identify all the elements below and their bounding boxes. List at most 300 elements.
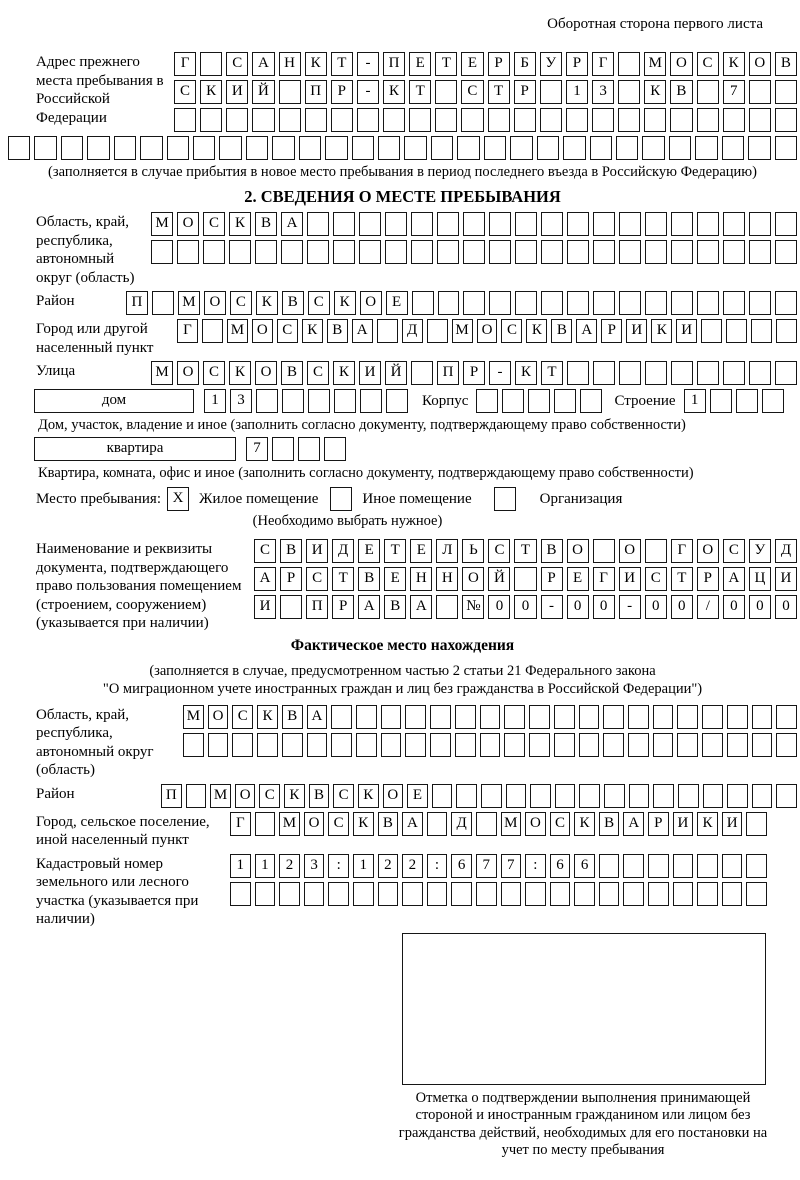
char-cell [603, 705, 624, 729]
char-cell: О [697, 539, 719, 563]
al-region-cell-rows [183, 705, 797, 757]
char-cell [530, 784, 551, 808]
char-cell: С [203, 212, 225, 236]
char-cell [402, 882, 423, 906]
al-city-cells [230, 812, 767, 836]
char-cell: И [673, 812, 694, 836]
char-cell: У [540, 52, 562, 76]
char-cell [455, 733, 476, 757]
city-label: Город или другой населенный пункт [36, 321, 154, 356]
char-cell [324, 437, 346, 461]
cadastral-label: Кадастровый номер земельного или лесного участка (указывается при наличии) [36, 855, 199, 927]
actual-location-title: Фактическое место нахождения [290, 636, 515, 654]
char-cell [653, 733, 674, 757]
char-cell: А [281, 212, 303, 236]
char-cell [463, 240, 485, 264]
char-cell: М [151, 361, 173, 385]
char-cell [619, 240, 641, 264]
char-cell [381, 705, 402, 729]
char-cell [411, 212, 433, 236]
char-cell [514, 567, 536, 591]
char-cell: У [749, 539, 771, 563]
char-cell [427, 812, 448, 836]
char-cell: Т [671, 567, 693, 591]
char-cell: В [384, 595, 406, 619]
char-cell [579, 705, 600, 729]
char-cell [593, 361, 615, 385]
char-cell: - [541, 595, 563, 619]
char-cell: 7 [723, 80, 745, 104]
char-cell: С [723, 539, 745, 563]
char-cell [488, 108, 510, 132]
char-cell: Т [332, 567, 354, 591]
char-cell: В [309, 784, 330, 808]
char-cell: Е [407, 784, 428, 808]
char-cell: К [651, 319, 672, 343]
char-cell [697, 882, 718, 906]
char-cell: Е [567, 567, 589, 591]
char-cell [456, 784, 477, 808]
char-cell [282, 733, 303, 757]
char-cell: 1 [230, 854, 251, 878]
option-other-premises-label: Иное помещение [362, 490, 472, 507]
char-cell: - [357, 52, 379, 76]
char-cell: Т [409, 80, 431, 104]
char-cell: И [306, 539, 328, 563]
char-cell [749, 361, 771, 385]
char-cell: П [161, 784, 182, 808]
char-cell: О [204, 291, 226, 315]
char-cell [353, 882, 374, 906]
char-cell [331, 733, 352, 757]
char-cell [604, 784, 625, 808]
char-cell: Д [332, 539, 354, 563]
prev-address-label: Адрес прежнего места пребывания в Российской Федерации [36, 54, 164, 126]
char-cell [628, 733, 649, 757]
char-cell [430, 705, 451, 729]
char-cell [183, 733, 204, 757]
char-cell: Р [541, 567, 563, 591]
char-cell [554, 705, 575, 729]
char-cell: И [676, 319, 697, 343]
char-cell [537, 136, 559, 160]
char-cell [618, 52, 640, 76]
char-cell [381, 733, 402, 757]
char-cell [775, 240, 797, 264]
char-cell: 2 [378, 854, 399, 878]
char-cell: С [308, 291, 330, 315]
char-cell: С [697, 52, 719, 76]
region-label: Область, край, республика, автономный округ (область) [36, 214, 135, 286]
char-cell: К [526, 319, 547, 343]
char-cell [776, 784, 797, 808]
char-cell [411, 361, 433, 385]
char-cell [723, 361, 745, 385]
char-cell [644, 108, 666, 132]
char-cell [405, 733, 426, 757]
char-cell [409, 108, 431, 132]
char-cell [186, 784, 207, 808]
char-cell [746, 882, 767, 906]
confirmation-mark-box [402, 933, 766, 1085]
char-cell: А [576, 319, 597, 343]
char-cell [579, 733, 600, 757]
char-cell: О [208, 705, 229, 729]
char-cell [252, 108, 274, 132]
char-cell [281, 240, 303, 264]
char-cell: К [723, 52, 745, 76]
char-cell: 0 [671, 595, 693, 619]
char-cell [515, 212, 537, 236]
char-cell: Р [514, 80, 536, 104]
char-cell [489, 291, 511, 315]
char-cell [619, 361, 641, 385]
char-cell: М [178, 291, 200, 315]
char-cell [678, 784, 699, 808]
char-cell [255, 812, 276, 836]
char-cell: М [501, 812, 522, 836]
char-cell [328, 882, 349, 906]
char-cell [618, 80, 640, 104]
char-cell [502, 389, 524, 413]
char-cell: П [437, 361, 459, 385]
char-cell [272, 437, 294, 461]
city-row [8, 319, 797, 357]
char-cell: Е [386, 291, 408, 315]
char-cell [476, 389, 498, 413]
char-cell: И [254, 595, 276, 619]
char-cell [702, 733, 723, 757]
char-cell [550, 882, 571, 906]
char-cell: Т [384, 539, 406, 563]
char-cell [430, 733, 451, 757]
char-cell [697, 240, 719, 264]
document-label: Наименование и реквизиты документа, подтверждающего право пользования помещением (строением, сооружением) (указывается при наличии) [36, 541, 242, 631]
char-cell [563, 136, 585, 160]
char-cell [282, 389, 304, 413]
char-cell [671, 361, 693, 385]
char-cell: М [644, 52, 666, 76]
actual-location-notes [8, 662, 797, 698]
char-cell: Т [331, 52, 353, 76]
district-label: Район [36, 293, 75, 309]
checkbox-residential: X [167, 487, 189, 511]
char-cell: Р [648, 812, 669, 836]
char-cell [514, 108, 536, 132]
prev-address-row [8, 52, 797, 132]
char-cell [529, 733, 550, 757]
char-cell: С [259, 784, 280, 808]
char-cell: : [427, 854, 448, 878]
char-cell: 7 [501, 854, 522, 878]
char-cell [749, 291, 771, 315]
region-cells-row-1 [151, 212, 797, 236]
char-cell [648, 882, 669, 906]
char-cell [174, 108, 196, 132]
char-cell [710, 389, 732, 413]
char-cell [599, 854, 620, 878]
char-cell [567, 291, 589, 315]
char-cell [480, 705, 501, 729]
char-cell: И [619, 567, 641, 591]
char-cell [619, 291, 641, 315]
char-cell [616, 136, 638, 160]
char-cell: С [461, 80, 483, 104]
char-cell [87, 136, 109, 160]
char-cell: С [550, 812, 571, 836]
char-cell [567, 240, 589, 264]
char-cell [200, 52, 222, 76]
char-cell [504, 705, 525, 729]
char-cell: Г [230, 812, 251, 836]
char-cell: К [257, 705, 278, 729]
char-cell: 6 [451, 854, 472, 878]
char-cell [697, 291, 719, 315]
char-cell [457, 136, 479, 160]
al-city-row [8, 812, 797, 850]
char-cell [476, 882, 497, 906]
char-cell [427, 882, 448, 906]
char-cell: О [304, 812, 325, 836]
char-cell: Й [252, 80, 274, 104]
char-cell [670, 108, 692, 132]
char-cell: С [277, 319, 298, 343]
char-cell: К [302, 319, 323, 343]
char-cell [383, 108, 405, 132]
char-cell: М [183, 705, 204, 729]
char-cell: К [383, 80, 405, 104]
char-cell: В [378, 812, 399, 836]
char-cell [279, 80, 301, 104]
char-cell: 0 [593, 595, 615, 619]
char-cell: Д [451, 812, 472, 836]
char-cell [752, 784, 773, 808]
char-cell: А [723, 567, 745, 591]
char-cell [653, 705, 674, 729]
char-cell: М [279, 812, 300, 836]
char-cell: Н [436, 567, 458, 591]
char-cell: О [177, 361, 199, 385]
house-row [8, 389, 797, 413]
char-cell [603, 733, 624, 757]
char-cell [411, 240, 433, 264]
prev-address-note: (заполняется в случае прибытия в новое место пребывания в период последнего въезда в Российскую Федерацию) [48, 164, 757, 180]
char-cell: Е [384, 567, 406, 591]
char-cell: А [352, 319, 373, 343]
char-cell [749, 240, 771, 264]
char-cell [504, 733, 525, 757]
char-cell: О [255, 361, 277, 385]
char-cell [356, 733, 377, 757]
street-cells [151, 361, 797, 385]
al-district-row [8, 784, 797, 808]
char-cell: К [644, 80, 666, 104]
stay-type-note: (Необходимо выбрать нужное) [252, 513, 443, 529]
char-cell: Р [697, 567, 719, 591]
char-cell: А [410, 595, 432, 619]
char-cell: О [383, 784, 404, 808]
document-cells-row-1 [254, 539, 797, 563]
char-cell: А [252, 52, 274, 76]
char-cell: 0 [723, 595, 745, 619]
char-cell [752, 733, 773, 757]
checkbox-other-premises [330, 487, 352, 511]
document-cells-row-3 [254, 595, 797, 619]
char-cell: С [307, 361, 329, 385]
char-cell: О [360, 291, 382, 315]
char-cell: Н [279, 52, 301, 76]
char-cell: В [280, 539, 302, 563]
char-cell: В [599, 812, 620, 836]
char-cell [152, 291, 174, 315]
char-cell [540, 108, 562, 132]
char-cell [529, 705, 550, 729]
section2-title: 2. СВЕДЕНИЯ О МЕСТЕ ПРЕБЫВАНИЯ [244, 187, 561, 206]
char-cell [722, 882, 743, 906]
char-cell: М [210, 784, 231, 808]
char-cell: В [255, 212, 277, 236]
char-cell [357, 108, 379, 132]
char-cell [279, 108, 301, 132]
char-cell [618, 108, 640, 132]
char-cell: 0 [514, 595, 536, 619]
char-cell: К [353, 812, 374, 836]
char-cell [775, 291, 797, 315]
char-cell [515, 240, 537, 264]
char-cell: П [126, 291, 148, 315]
char-cell: 0 [775, 595, 797, 619]
char-cell [352, 136, 374, 160]
char-cell [593, 240, 615, 264]
region-cell-rows [151, 212, 797, 264]
char-cell: - [357, 80, 379, 104]
char-cell [438, 291, 460, 315]
house-caption: Дом, участок, владение и иное (заполнить согласно документу, подтверждающему право собственности) [38, 417, 686, 433]
char-cell [697, 108, 719, 132]
char-cell [566, 108, 588, 132]
char-cell: Й [385, 361, 407, 385]
char-cell: Г [593, 567, 615, 591]
char-cell: Б [514, 52, 536, 76]
char-cell [463, 212, 485, 236]
char-cell [722, 854, 743, 878]
char-cell: К [229, 212, 251, 236]
char-cell [230, 882, 251, 906]
char-cell: К [333, 361, 355, 385]
char-cell: В [282, 705, 303, 729]
document-cells-row-2 [254, 567, 797, 591]
char-cell [377, 319, 398, 343]
char-cell: С [488, 539, 510, 563]
char-cell: И [775, 567, 797, 591]
char-cell [677, 733, 698, 757]
char-cell [431, 136, 453, 160]
option-organization-label: Организация [539, 490, 623, 507]
char-cell [484, 136, 506, 160]
char-cell [697, 854, 718, 878]
document-row [8, 539, 797, 633]
char-cell: М [151, 212, 173, 236]
char-cell: Р [463, 361, 485, 385]
char-cell [593, 539, 615, 563]
char-cell [762, 389, 784, 413]
char-cell [299, 136, 321, 160]
prev-address-cells-row-1 [174, 52, 797, 76]
char-cell [489, 212, 511, 236]
char-cell [580, 389, 602, 413]
char-cell [648, 854, 669, 878]
char-cell [623, 854, 644, 878]
stay-type-label: Место пребывания: [36, 490, 161, 507]
char-cell: О [525, 812, 546, 836]
char-cell: Р [332, 595, 354, 619]
char-cell: К [229, 361, 251, 385]
char-cell [432, 784, 453, 808]
char-cell: О [477, 319, 498, 343]
char-cell: Е [409, 52, 431, 76]
char-cell [645, 361, 667, 385]
char-cell: В [281, 361, 303, 385]
char-cell [775, 212, 797, 236]
char-cell [298, 437, 320, 461]
char-cell: А [623, 812, 644, 836]
header-note: Оборотная сторона первого листа [547, 16, 763, 32]
char-cell [308, 389, 330, 413]
char-cell: 1 [353, 854, 374, 878]
char-cell [723, 108, 745, 132]
char-cell [776, 705, 797, 729]
char-cell: Н [410, 567, 432, 591]
char-cell: П [306, 595, 328, 619]
char-cell [219, 136, 241, 160]
char-cell [541, 291, 563, 315]
char-cell [151, 240, 173, 264]
char-cell: 1 [684, 389, 706, 413]
document-cell-rows [254, 539, 797, 619]
char-cell: Е [358, 539, 380, 563]
char-cell [541, 240, 563, 264]
apartment-caption: Квартира, комната, офис и иное (заполнить согласно документу, подтверждающему право собственности) [38, 465, 694, 481]
street-row [8, 361, 797, 385]
char-cell: 6 [550, 854, 571, 878]
char-cell: Р [566, 52, 588, 76]
char-cell: К [334, 291, 356, 315]
char-cell: С [501, 319, 522, 343]
char-cell [489, 240, 511, 264]
char-cell [703, 784, 724, 808]
char-cell: Р [601, 319, 622, 343]
char-cell: 7 [476, 854, 497, 878]
house-box-label: дом [34, 389, 194, 413]
char-cell [749, 212, 771, 236]
char-cell [697, 361, 719, 385]
char-cell: К [256, 291, 278, 315]
char-cell [642, 136, 664, 160]
char-cell [61, 136, 83, 160]
char-cell: 3 [230, 389, 252, 413]
char-cell: О [177, 212, 199, 236]
char-cell [567, 361, 589, 385]
char-cell [481, 784, 502, 808]
char-cell [202, 319, 223, 343]
char-cell [776, 319, 797, 343]
al-region-label: Область, край, республика, автономный округ (область) [36, 706, 154, 778]
char-cell: 3 [304, 854, 325, 878]
char-cell: И [226, 80, 248, 104]
char-cell [671, 291, 693, 315]
char-cell [695, 136, 717, 160]
char-cell [748, 136, 770, 160]
